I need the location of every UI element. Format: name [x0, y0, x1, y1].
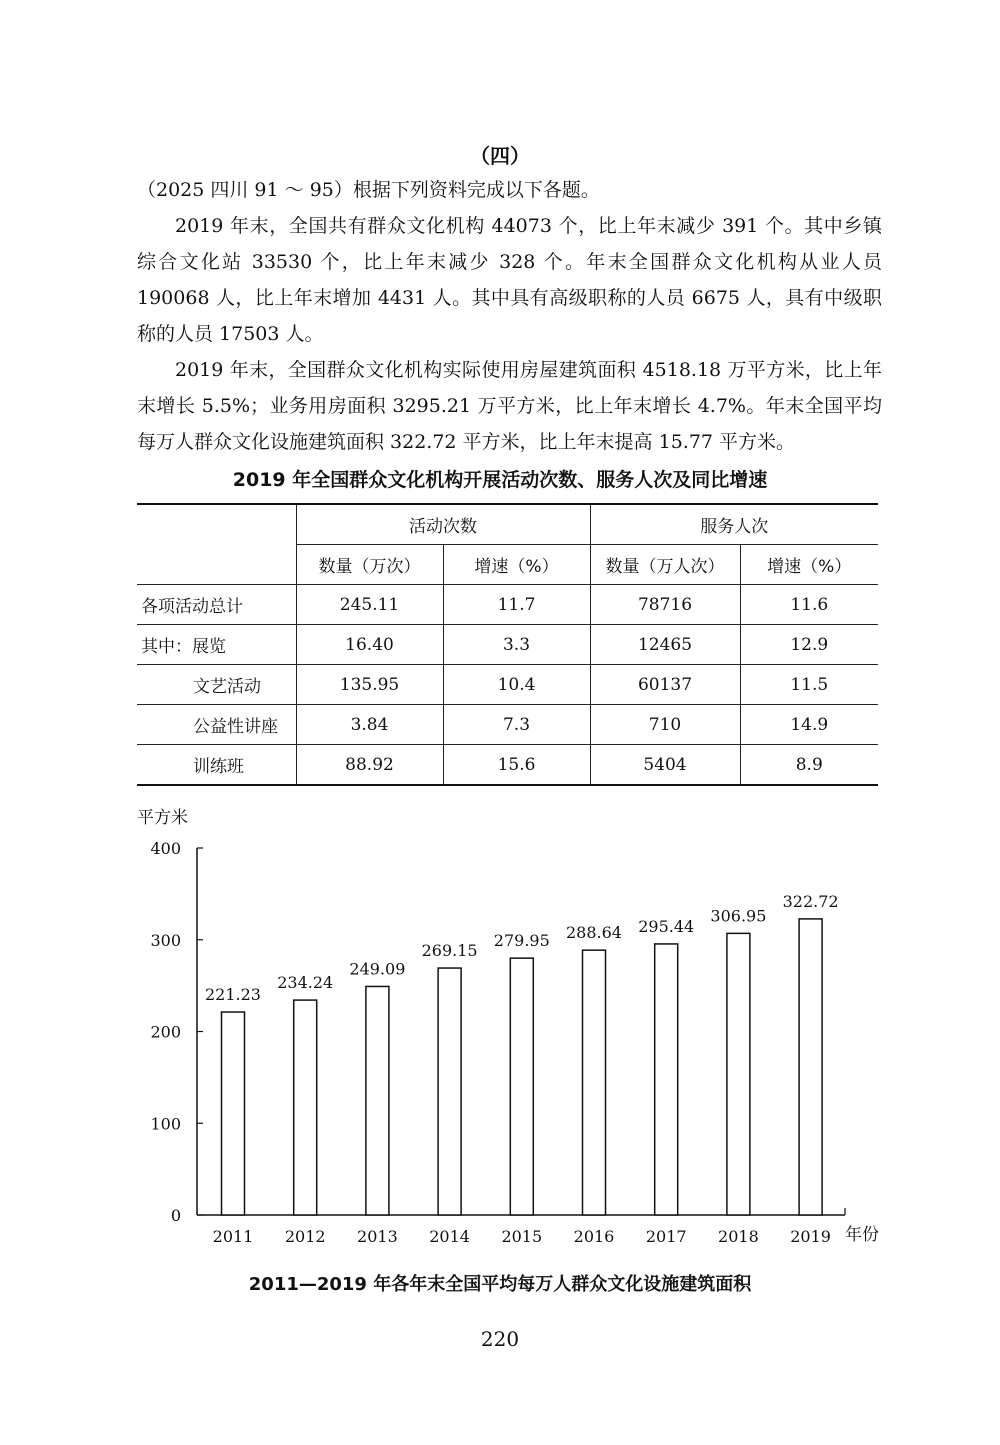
paragraph-institutions: 2019 年末，全国共有群众文化机构 44073 个，比上年末减少 391 个。其中乡镇综合文化站 33530 个，比上年末减少 328 个。年末全国群众文化机构从业人员 190068 人，比上年末增加 4431 人。其中具有高级职称的人员 6675 人，具有中级职称的人员 17503 人。 [137, 215, 882, 345]
question-source: （2025 四川 91 ～ 95）根据下列资料完成以下各题。 [137, 179, 600, 201]
bar-value-label: 279.95 [493, 931, 550, 951]
table-row [137, 705, 878, 745]
bar-value-label: 221.23 [205, 985, 261, 1005]
section-title: （四） [470, 144, 530, 168]
x-tick-label: 2019 [790, 1227, 831, 1246]
table-row [137, 585, 878, 625]
table-cell: 14.9 [740, 705, 878, 745]
table-cell: 15.6 [443, 745, 590, 786]
y-tick-label: 100 [150, 1114, 181, 1134]
sub-header-activity-count: 数量（万次） [296, 545, 443, 585]
table-cell: 88.92 [296, 745, 443, 786]
bar-value-label: 295.44 [638, 916, 695, 936]
bar-2011 [222, 1012, 245, 1215]
bar-2015 [510, 958, 533, 1215]
table-cell: 16.40 [296, 625, 443, 665]
table-cell: 245.11 [296, 585, 443, 625]
x-tick-label: 2011 [212, 1227, 254, 1246]
bar-2016 [583, 950, 606, 1215]
y-axis-label: 平方米 [137, 808, 188, 828]
paragraph-building-area: 2019 年末，全国群众文化机构实际使用房屋建筑面积 4518.18 万平方米，比上年末增长 5.5%；业务用房面积 3295.21 万平方米，比上年末增长 4.7%。年末全国平均每万人群众文化设施建筑面积 322.72 平方米，比上年末提高 15.77 平方米。 [137, 359, 882, 453]
table-cell: 3.3 [443, 625, 590, 665]
table-cell: 11.5 [740, 665, 878, 705]
chart-title: 2011—2019 年各年末全国平均每万人群众文化设施建筑面积 [248, 1274, 752, 1295]
x-tick-label: 2018 [718, 1227, 759, 1246]
x-tick-label: 2012 [284, 1227, 326, 1246]
table-cell: 60137 [590, 665, 740, 705]
table-cell: 7.3 [443, 705, 590, 745]
bar-chart [0, 800, 1000, 1270]
bar-2013 [366, 986, 389, 1215]
y-tick-label: 200 [150, 1022, 181, 1042]
activities-table [137, 503, 878, 786]
x-tick-label: 2015 [501, 1227, 543, 1246]
table-group-header-row [137, 504, 878, 545]
table-row [137, 745, 878, 786]
table-row [137, 625, 878, 665]
sub-header-activity-growth: 增速（%） [443, 545, 590, 585]
x-tick-label: 2014 [429, 1227, 470, 1246]
x-tick-label: 2016 [573, 1227, 615, 1246]
table-cell: 8.9 [740, 745, 878, 786]
table-title: 2019 年全国群众文化机构开展活动次数、服务人次及同比增速 [232, 469, 768, 491]
table-cell: 10.4 [443, 665, 590, 705]
bar-2017 [655, 944, 678, 1215]
sub-header-service-growth: 增速（%） [740, 545, 878, 585]
sub-header-service-count: 数量（万人次） [590, 545, 740, 585]
bar-2019 [799, 919, 822, 1215]
bar-2018 [727, 933, 750, 1215]
bar-2012 [294, 1000, 317, 1215]
x-tick-label: 2013 [357, 1227, 398, 1246]
x-tick-label: 2017 [645, 1227, 687, 1246]
group-header-services: 服务人次 [590, 504, 878, 545]
row-label: 其中：展览 [137, 625, 296, 665]
row-label: 文艺活动 [137, 665, 296, 705]
bar-value-label: 269.15 [421, 941, 478, 961]
bar-value-label: 234.24 [277, 973, 334, 993]
row-label: 各项活动总计 [137, 585, 296, 625]
row-label: 公益性讲座 [137, 705, 296, 745]
table-cell: 3.84 [296, 705, 443, 745]
x-axis-label: 年份 [845, 1225, 879, 1245]
table-cell: 12.9 [740, 625, 878, 665]
y-tick-label: 400 [150, 839, 181, 858]
table-cell: 11.6 [740, 585, 878, 625]
row-label: 训练班 [137, 745, 296, 786]
table-cell: 11.7 [443, 585, 590, 625]
table-cell: 78716 [590, 585, 740, 625]
table-cell: 135.95 [296, 665, 443, 705]
table-row [137, 665, 878, 705]
bar-value-label: 322.72 [782, 891, 839, 911]
table-cell: 5404 [590, 745, 740, 786]
y-tick-label: 300 [150, 930, 181, 950]
bar-value-label: 306.95 [710, 906, 767, 926]
bar-value-label: 249.09 [349, 959, 406, 979]
table-cell: 710 [590, 705, 740, 745]
table-corner-cell [137, 504, 296, 585]
bar-2014 [438, 968, 461, 1215]
table-cell: 12465 [590, 625, 740, 665]
y-tick-label: 0 [170, 1206, 181, 1225]
bar-value-label: 288.64 [566, 923, 622, 943]
group-header-activities: 活动次数 [296, 504, 590, 545]
page-number: 220 [480, 1327, 520, 1351]
